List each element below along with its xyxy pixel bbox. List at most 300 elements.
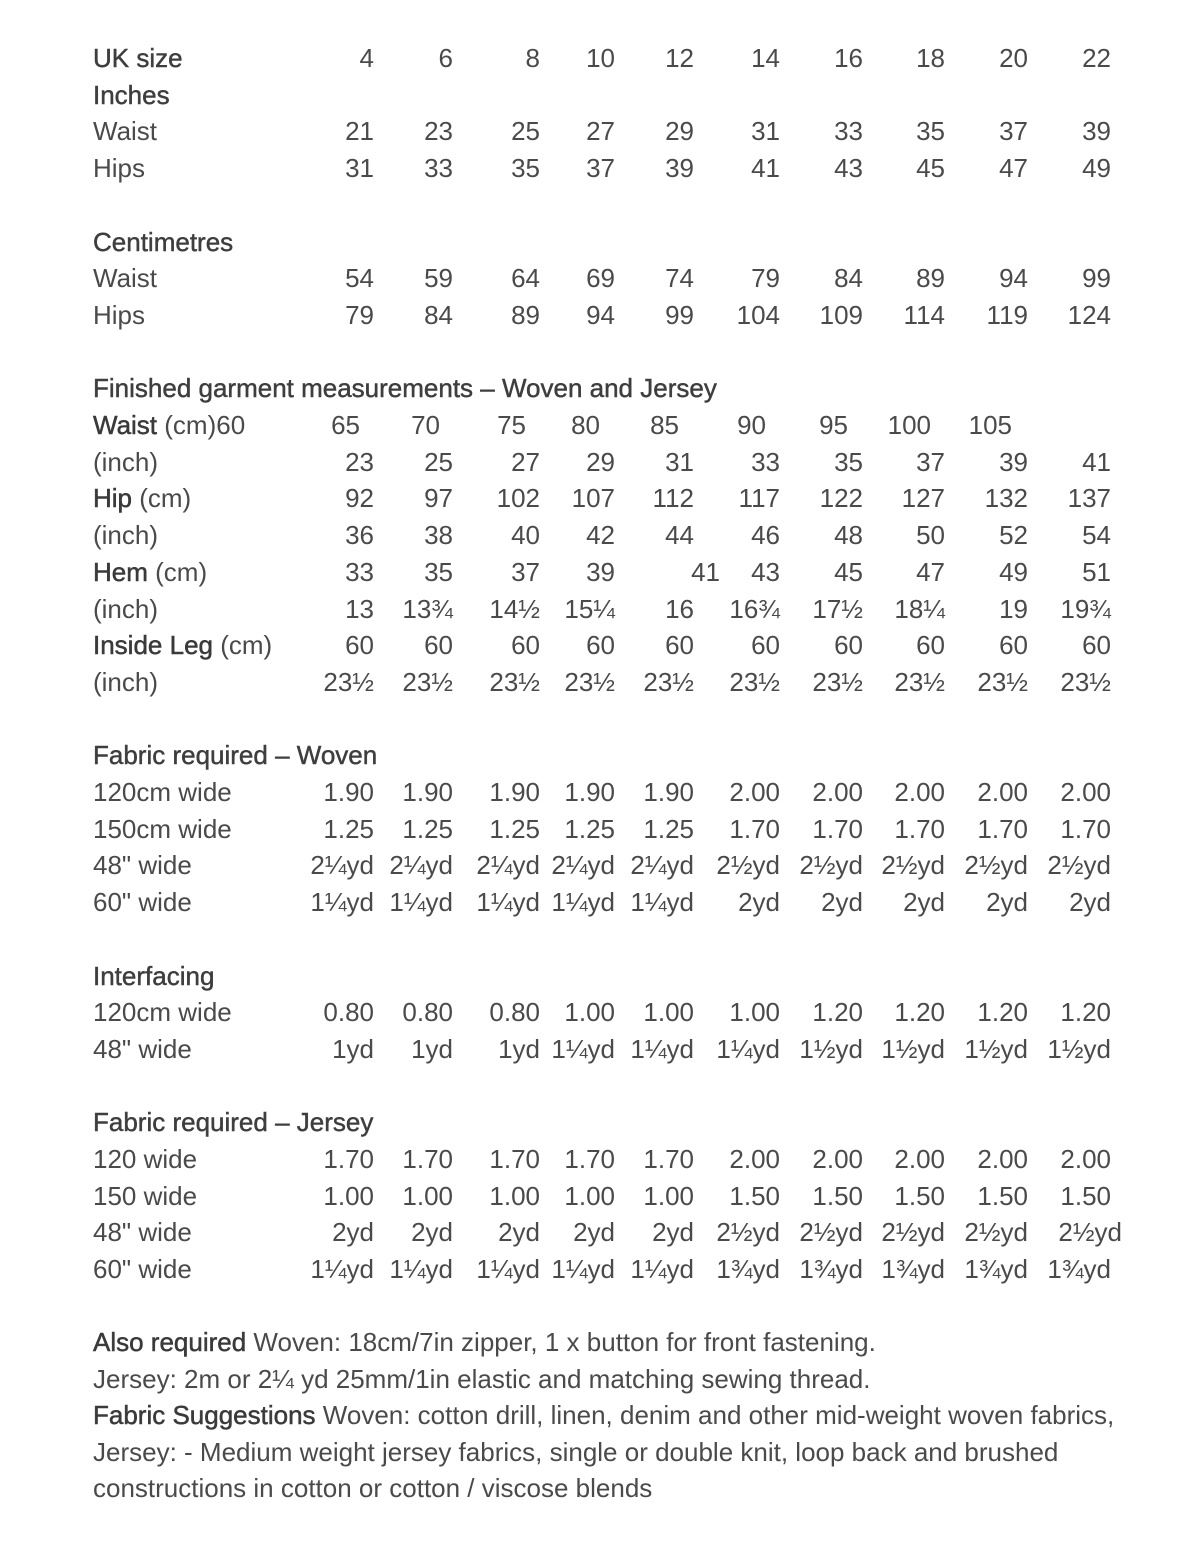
cell: 1.50 xyxy=(894,1180,945,1211)
fabric-jersey-row xyxy=(0,1214,1200,1251)
cell: 1.25 xyxy=(489,813,540,844)
cell: 60 xyxy=(916,630,945,661)
fabric-jersey-heading xyxy=(0,1104,1200,1141)
cell: 23 xyxy=(424,116,453,147)
cell: 38 xyxy=(424,520,453,551)
row-label-unit: (cm)60 xyxy=(157,410,246,440)
cell: 0.80 xyxy=(323,997,374,1028)
row-label-text: 120cm wide xyxy=(93,997,232,1028)
cell: 33 xyxy=(345,556,374,587)
also-required-woven: Woven: 18cm/7in zipper, 1 x button for front fastening. xyxy=(246,1327,876,1357)
cell: 0.80 xyxy=(402,997,453,1028)
cell: 43 xyxy=(751,556,780,587)
row-label-text: 120cm wide xyxy=(93,777,232,807)
row-label-bold: Waist xyxy=(93,410,158,440)
cell: 1.90 xyxy=(402,777,453,807)
cell: 2yd xyxy=(498,1217,540,1248)
cell: 89 xyxy=(511,299,540,330)
cell: 60 xyxy=(424,630,453,661)
finished-row xyxy=(0,517,1200,554)
cell: 60 xyxy=(511,630,540,661)
cell: 15¼ xyxy=(564,593,615,624)
cell: 10 xyxy=(586,43,615,73)
section-heading: UK size xyxy=(93,43,183,73)
cell: 95 xyxy=(819,410,848,440)
fabric-jersey-row xyxy=(0,1251,1200,1288)
cell: 1yd xyxy=(411,1033,453,1064)
section-heading: Fabric required – Jersey xyxy=(93,1107,374,1138)
row-label xyxy=(93,554,207,591)
cell: 132 xyxy=(984,483,1028,514)
cell: 60 xyxy=(345,630,374,661)
cell: 127 xyxy=(901,483,945,514)
row-label xyxy=(93,1104,373,1141)
cell: 1.70 xyxy=(643,1144,694,1174)
cell: 2.00 xyxy=(977,777,1028,807)
row-label xyxy=(93,444,158,481)
cell: 37 xyxy=(916,446,945,477)
cell: 45 xyxy=(916,153,945,184)
cell: 1.00 xyxy=(643,997,694,1028)
fabric-woven-row xyxy=(0,811,1200,848)
also-required-label: Also required xyxy=(93,1327,247,1357)
cell: 2.00 xyxy=(894,1144,945,1174)
cell: 2yd xyxy=(986,887,1028,918)
cell: 2¼yd xyxy=(630,850,694,881)
cell: 114 xyxy=(903,299,945,330)
row-label xyxy=(93,297,145,334)
cell: 2½yd xyxy=(799,850,863,881)
interfacing-row xyxy=(0,994,1200,1031)
cell: 16 xyxy=(834,43,863,73)
row-label xyxy=(93,1178,197,1215)
cell: 39 xyxy=(665,153,694,184)
cell: 1.90 xyxy=(489,777,540,807)
cell: 1.70 xyxy=(564,1144,615,1174)
cell: 1½yd xyxy=(881,1033,945,1064)
cell: 1¼yd xyxy=(630,1033,694,1064)
cell: 29 xyxy=(665,116,694,147)
cell: 1.25 xyxy=(564,813,615,844)
row-label xyxy=(93,1214,192,1251)
cell: 80 xyxy=(571,410,600,440)
interfacing-heading xyxy=(0,958,1200,995)
cell: 65 xyxy=(331,410,360,440)
row-label xyxy=(93,517,158,554)
cell: 1.70 xyxy=(812,813,863,844)
cell: 49 xyxy=(1082,153,1111,184)
section-heading: Centimetres xyxy=(93,226,234,257)
finished-row xyxy=(0,480,1200,517)
cell: 35 xyxy=(424,556,453,587)
cell: 45 xyxy=(834,556,863,587)
fabric-woven-row xyxy=(0,847,1200,884)
cell: 60 xyxy=(1082,630,1111,661)
cell: 2¼yd xyxy=(310,850,374,881)
cell: 16¾ xyxy=(729,593,780,624)
cell: 2¼yd xyxy=(551,850,615,881)
cell: 1¾yd xyxy=(964,1254,1028,1285)
cell: 1.70 xyxy=(489,1144,540,1174)
cell: 1.20 xyxy=(812,997,863,1028)
row-label-text: 150 wide xyxy=(93,1180,198,1211)
cell: 1.50 xyxy=(812,1180,863,1211)
fabric-jersey-row xyxy=(0,1178,1200,1215)
cell: 2.00 xyxy=(729,1144,780,1174)
cell: 2yd xyxy=(332,1217,374,1248)
cell: 60 xyxy=(665,630,694,661)
finished-row xyxy=(0,444,1200,481)
row-label-text: Hips xyxy=(93,153,146,184)
cell: 2½yd xyxy=(799,1217,863,1248)
cell: 1.70 xyxy=(729,813,780,844)
finished-row xyxy=(0,664,1200,701)
cell: 1.50 xyxy=(729,1180,780,1211)
cell: 1.25 xyxy=(402,813,453,844)
cell: 4 xyxy=(359,43,374,73)
cell: 2yd xyxy=(573,1217,615,1248)
row-label xyxy=(93,407,245,444)
cell: 99 xyxy=(665,299,694,330)
cell: 1½yd xyxy=(799,1033,863,1064)
cell: 27 xyxy=(511,446,540,477)
finished-row xyxy=(0,591,1200,628)
cell: 59 xyxy=(424,263,453,294)
row-label xyxy=(93,1141,197,1178)
section-heading: Inches xyxy=(93,79,170,110)
cell: 22 xyxy=(1082,43,1111,73)
cell: 25 xyxy=(424,446,453,477)
cell: 13¾ xyxy=(402,593,453,624)
cell: 1.70 xyxy=(977,813,1028,844)
interfacing-row xyxy=(0,1031,1200,1068)
row-label-bold: Hem xyxy=(93,556,148,587)
cell: 1.20 xyxy=(894,997,945,1028)
cell: 2½yd xyxy=(716,850,780,881)
row-label-text: Hips xyxy=(93,299,146,330)
cell: 2yd xyxy=(652,1217,694,1248)
cell: 23½ xyxy=(402,666,453,697)
row-label xyxy=(93,591,158,628)
cell: 21 xyxy=(345,116,374,147)
cell: 90 xyxy=(737,410,766,440)
cell: 41 xyxy=(1082,446,1111,477)
cell: 33 xyxy=(751,446,780,477)
cell: 84 xyxy=(424,299,453,330)
cell: 1.90 xyxy=(564,777,615,807)
inches-row-waist xyxy=(0,113,1200,150)
cell: 43 xyxy=(834,153,863,184)
cell: 1.00 xyxy=(564,1180,615,1211)
cell: 41 xyxy=(691,556,720,587)
centimetres-heading xyxy=(0,224,1200,261)
cell: 2½yd xyxy=(964,850,1028,881)
section-heading: Finished garment measurements – Woven and Jersey xyxy=(93,373,717,404)
cell: 39 xyxy=(586,556,615,587)
cell: 2½yd xyxy=(881,850,945,881)
cell: 8 xyxy=(525,43,540,73)
cell: 39 xyxy=(1082,116,1111,147)
cell: 1.90 xyxy=(643,777,694,807)
row-label-unit: (cm) xyxy=(147,556,208,587)
fabric-suggestions xyxy=(93,1397,1153,1507)
cell: 1¼yd xyxy=(551,1033,615,1064)
cell: 1.00 xyxy=(564,997,615,1028)
cell: 104 xyxy=(736,299,780,330)
cell: 1.00 xyxy=(402,1180,453,1211)
row-label-text: Waist xyxy=(93,116,158,147)
cell: 31 xyxy=(751,116,780,147)
cell: 92 xyxy=(345,483,374,514)
row-label-unit: (inch) xyxy=(93,593,159,624)
cell: 49 xyxy=(999,556,1028,587)
fabric-woven-heading xyxy=(0,737,1200,774)
cell: 1.25 xyxy=(323,813,374,844)
cell: 60 xyxy=(999,630,1028,661)
cell: 2.00 xyxy=(812,1144,863,1174)
cell: 2yd xyxy=(738,887,780,918)
cell: 17½ xyxy=(812,593,863,624)
cell: 64 xyxy=(511,263,540,294)
cell: 119 xyxy=(986,299,1028,330)
finished-row xyxy=(0,554,1200,591)
cell: 1¾yd xyxy=(881,1254,945,1285)
cell: 2½yd xyxy=(1047,850,1111,881)
row-label xyxy=(93,224,233,261)
cell: 1¼yd xyxy=(551,887,615,918)
row-label-unit: (inch) xyxy=(93,666,159,697)
cell: 1¾yd xyxy=(716,1254,780,1285)
row-label-text: 60" wide xyxy=(93,1254,192,1285)
cell: 31 xyxy=(345,153,374,184)
cell: 19¾ xyxy=(1060,593,1111,624)
section-heading: Interfacing xyxy=(93,960,215,991)
cell: 60 xyxy=(751,630,780,661)
cell: 1½yd xyxy=(964,1033,1028,1064)
row-label xyxy=(93,811,232,848)
cell: 2.00 xyxy=(977,1144,1028,1174)
cell: 1¼yd xyxy=(310,887,374,918)
cell: 50 xyxy=(916,520,945,551)
cell: 97 xyxy=(424,483,453,514)
fabric-woven-row xyxy=(0,774,1200,811)
cell: 2.00 xyxy=(729,777,780,807)
cell: 1¼yd xyxy=(551,1254,615,1285)
cell: 2¼yd xyxy=(389,850,453,881)
also-required-line-1 xyxy=(93,1324,1153,1361)
cell: 54 xyxy=(345,263,374,294)
cell: 2½yd xyxy=(964,1217,1028,1248)
row-label-unit: (inch) xyxy=(93,446,159,477)
cell: 42 xyxy=(586,520,615,551)
cell: 84 xyxy=(834,263,863,294)
cell: 44 xyxy=(665,520,694,551)
cell: 2yd xyxy=(411,1217,453,1248)
row-label-text: 150cm wide xyxy=(93,813,232,844)
cell: 2¼yd xyxy=(476,850,540,881)
cell: 23½ xyxy=(1060,666,1111,697)
fabric-woven-row xyxy=(0,884,1200,921)
cell: 2.00 xyxy=(1060,1144,1111,1174)
row-label xyxy=(93,260,157,297)
cell: 85 xyxy=(650,410,679,440)
cell: 40 xyxy=(511,520,540,551)
cell: 0.80 xyxy=(489,997,540,1028)
cell: 23½ xyxy=(564,666,615,697)
cell: 2½yd xyxy=(881,1217,945,1248)
cell: 16 xyxy=(665,593,694,624)
cell: 1.90 xyxy=(323,777,374,807)
cell: 1.50 xyxy=(977,1180,1028,1211)
row-label xyxy=(93,150,145,187)
cell: 23½ xyxy=(812,666,863,697)
cell: 1.00 xyxy=(323,1180,374,1211)
cell: 19 xyxy=(999,593,1028,624)
cell: 33 xyxy=(424,153,453,184)
cell: 39 xyxy=(999,446,1028,477)
cell: 74 xyxy=(665,263,694,294)
cell: 48 xyxy=(834,520,863,551)
row-label-unit: (cm) xyxy=(212,630,273,661)
notes-section xyxy=(93,1324,1153,1507)
cell: 13 xyxy=(345,593,374,624)
row-label xyxy=(93,480,191,517)
row-label xyxy=(93,958,214,995)
inches-row-hips xyxy=(0,150,1200,187)
row-label xyxy=(93,40,183,77)
cell: 51 xyxy=(1082,556,1111,587)
cell: 69 xyxy=(586,263,615,294)
cell: 2.00 xyxy=(1060,777,1111,807)
cell: 41 xyxy=(751,153,780,184)
cell: 1¼yd xyxy=(310,1254,374,1285)
cell: 23 xyxy=(345,446,374,477)
row-label-text: 48" wide xyxy=(93,1217,192,1248)
cell: 1¼yd xyxy=(476,1254,540,1285)
section-heading: Fabric required – Woven xyxy=(93,740,378,771)
cell: 1¼yd xyxy=(716,1033,780,1064)
cell: 52 xyxy=(999,520,1028,551)
cell: 31 xyxy=(665,446,694,477)
cell: 2yd xyxy=(1069,887,1111,918)
row-label-unit: (inch) xyxy=(93,520,159,551)
uk-size-row xyxy=(0,40,1200,77)
cell: 25 xyxy=(511,116,540,147)
cell: 1.20 xyxy=(977,997,1028,1028)
cell: 1.25 xyxy=(643,813,694,844)
cell: 1¼yd xyxy=(389,887,453,918)
cell: 137 xyxy=(1067,483,1111,514)
finished-row xyxy=(0,627,1200,664)
row-label xyxy=(93,1031,192,1068)
row-label-bold: Inside Leg xyxy=(93,630,213,661)
cell: 79 xyxy=(751,263,780,294)
cell: 33 xyxy=(834,116,863,147)
cell: 18¼ xyxy=(894,593,945,624)
cell: 1.70 xyxy=(894,813,945,844)
cell: 1¼yd xyxy=(389,1254,453,1285)
cell: 112 xyxy=(652,483,694,514)
cell: 54 xyxy=(1082,520,1111,551)
row-label xyxy=(93,113,157,150)
fabric-suggestions-text: Woven: cotton drill, linen, denim and other mid-weight woven fabrics, Jersey: - Medium weight jersey fabrics, single or double knit, loop back and brushed constructions in cotton or cotton / viscose blends xyxy=(93,1400,1115,1504)
centimetres-row-hips xyxy=(0,297,1200,334)
cell: 1¼yd xyxy=(476,887,540,918)
cell: 1.20 xyxy=(1060,997,1111,1028)
cell: 14 xyxy=(751,43,780,73)
cell: 2½yd xyxy=(716,1217,780,1248)
cell: 100 xyxy=(887,410,931,440)
cell: 47 xyxy=(999,153,1028,184)
row-label-text: 48" wide xyxy=(93,850,192,881)
cell: 2½yd xyxy=(1058,1217,1122,1248)
finished-heading xyxy=(0,370,1200,407)
row-label xyxy=(93,847,192,884)
cell: 1¾yd xyxy=(799,1254,863,1285)
row-label xyxy=(93,1251,192,1288)
cell: 6 xyxy=(438,43,453,73)
row-label-text: 48" wide xyxy=(93,1033,192,1064)
row-label-text: Waist xyxy=(93,263,158,294)
cell: 105 xyxy=(968,410,1012,440)
fabric-jersey-row xyxy=(0,1141,1200,1178)
cell: 1½yd xyxy=(1047,1033,1111,1064)
row-label xyxy=(93,77,170,114)
cell: 94 xyxy=(586,299,615,330)
cell: 1.50 xyxy=(1060,1180,1111,1211)
cell: 47 xyxy=(916,556,945,587)
row-label-bold: Hip xyxy=(93,483,133,514)
cell: 122 xyxy=(819,483,863,514)
cell: 60 xyxy=(834,630,863,661)
cell: 23½ xyxy=(323,666,374,697)
row-label-text: 120 wide xyxy=(93,1144,198,1174)
cell: 27 xyxy=(586,116,615,147)
cell: 18 xyxy=(916,43,945,73)
cell: 35 xyxy=(511,153,540,184)
centimetres-row-waist xyxy=(0,260,1200,297)
also-required-line-2: Jersey: 2m or 2¼ yd 25mm/1in elastic and matching sewing thread. xyxy=(93,1363,871,1394)
cell: 23½ xyxy=(643,666,694,697)
cell: 37 xyxy=(511,556,540,587)
cell: 109 xyxy=(819,299,863,330)
cell: 89 xyxy=(916,263,945,294)
cell: 36 xyxy=(345,520,374,551)
finished-row xyxy=(0,407,1200,444)
row-label xyxy=(93,774,232,811)
fabric-suggestions-label: Fabric Suggestions xyxy=(93,1400,316,1431)
cell: 14½ xyxy=(489,593,540,624)
cell: 23½ xyxy=(894,666,945,697)
cell: 1yd xyxy=(332,1033,374,1064)
cell: 1¾yd xyxy=(1047,1254,1111,1285)
row-label xyxy=(93,737,377,774)
row-label xyxy=(93,627,272,664)
cell: 37 xyxy=(999,116,1028,147)
row-label-unit: (cm) xyxy=(132,483,192,514)
row-label xyxy=(93,994,232,1031)
cell: 1.70 xyxy=(323,1144,374,1174)
row-label-text: 60" wide xyxy=(93,887,192,918)
cell: 1.00 xyxy=(729,997,780,1028)
cell: 117 xyxy=(738,483,780,514)
cell: 35 xyxy=(916,116,945,147)
cell: 1¼yd xyxy=(630,1254,694,1285)
inches-heading xyxy=(0,77,1200,114)
cell: 70 xyxy=(411,410,440,440)
cell: 46 xyxy=(751,520,780,551)
cell: 75 xyxy=(497,410,526,440)
